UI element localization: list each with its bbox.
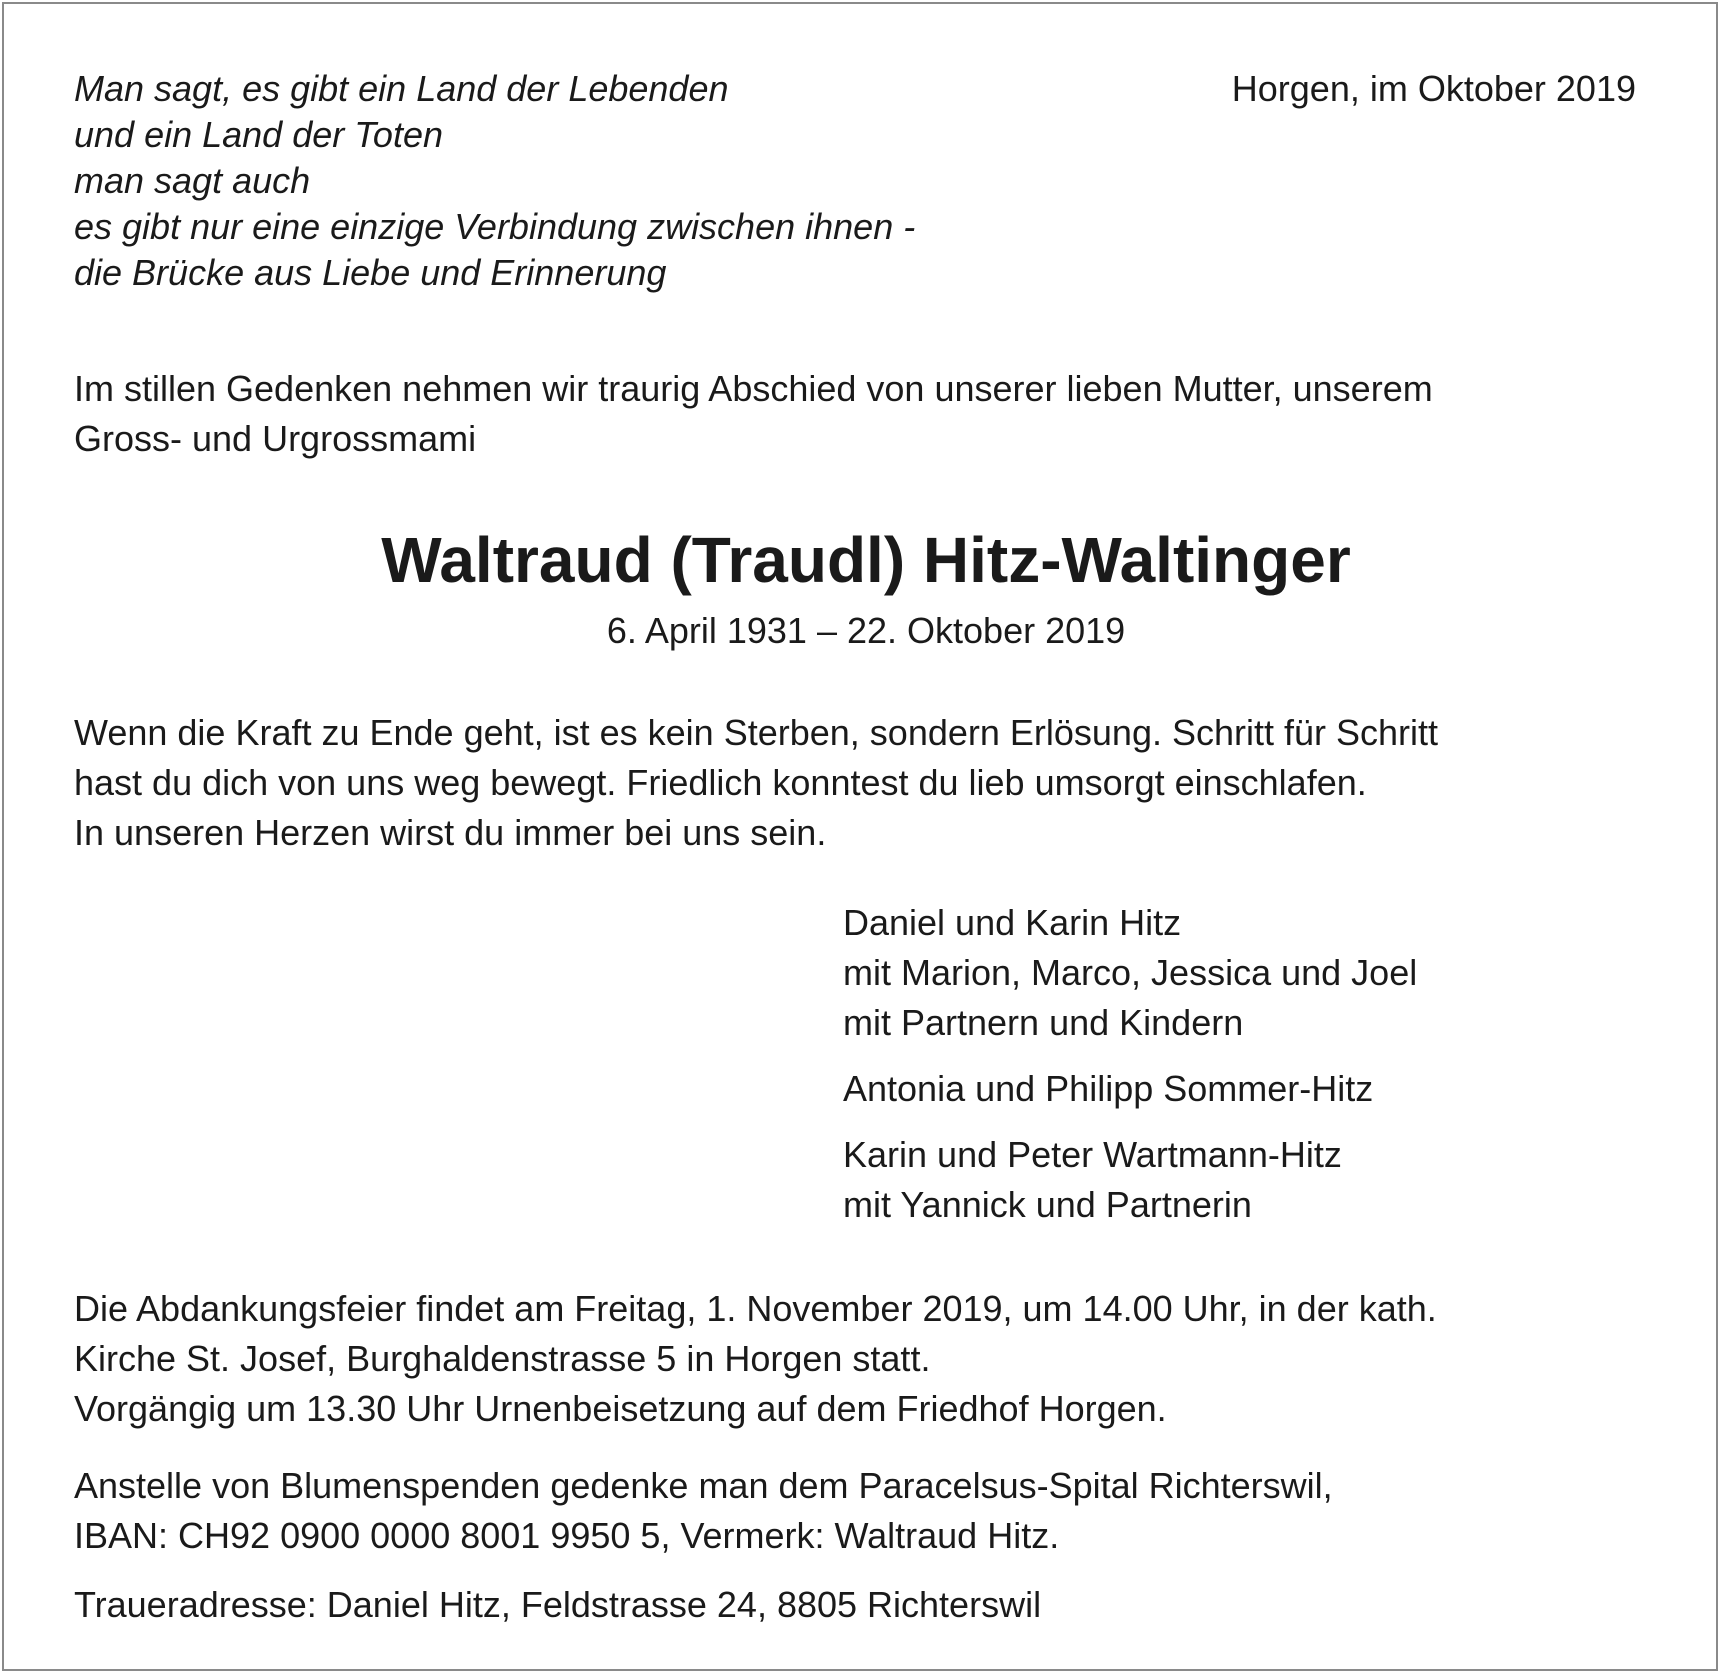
farewell-verse (74, 708, 1438, 858)
donation-line: Anstelle von Blumenspenden gedenke man dem Paracelsus-Spital Richterswil, (74, 1465, 1333, 1506)
ceremony-line: Die Abdankungsfeier findet am Freitag, 1. November 2019, um 14.00 Uhr, in der kath. (74, 1288, 1437, 1329)
donation-line: IBAN: CH92 0900 0000 8001 9950 5, Vermerk: Waltraud Hitz. (74, 1515, 1060, 1556)
poem-line: Man sagt, es gibt ein Land der Lebenden (74, 68, 729, 109)
donation-info (74, 1461, 1333, 1561)
poem-line: es gibt nur eine einzige Verbindung zwischen ihnen - (74, 206, 916, 247)
verse-line: hast du dich von uns weg bewegt. Friedlich konntest du lieb umsorgt einschlafen. (74, 762, 1367, 803)
deceased-name: Waltraud (Traudl) Hitz-Waltinger (381, 524, 1351, 596)
family-group (843, 1130, 1417, 1230)
poem-line: man sagt auch (74, 160, 311, 201)
verse-line: Wenn die Kraft zu Ende geht, ist es kein Sterben, sondern Erlösung. Schritt für Schritt (74, 712, 1439, 753)
family-line: mit Marion, Marco, Jessica und Joel (843, 952, 1418, 993)
family-group (843, 1064, 1417, 1114)
family-group (843, 898, 1417, 1048)
intro-line: Im stillen Gedenken nehmen wir traurig Abschied von unserer lieben Mutter, unserem (74, 368, 1433, 409)
life-dates: 6. April 1931 – 22. Oktober 2019 (606, 610, 1126, 651)
ceremony-line: Vorgängig um 13.30 Uhr Urnenbeisetzung auf dem Friedhof Horgen. (74, 1388, 1167, 1429)
family-line: Antonia und Philipp Sommer-Hitz (843, 1068, 1374, 1109)
intro-line: Gross- und Urgrossmami (74, 418, 477, 459)
family-line: mit Yannick und Partnerin (843, 1184, 1252, 1225)
family-line: Daniel und Karin Hitz (843, 902, 1182, 943)
verse-line: In unseren Herzen wirst du immer bei uns sein. (74, 812, 827, 853)
mourning-address: Traueradresse: Daniel Hitz, Feldstrasse 24, 8805 Richterswil (74, 1584, 1042, 1625)
poem-line: die Brücke aus Liebe und Erinnerung (74, 252, 667, 293)
intro-text (74, 364, 1674, 464)
place-date: Horgen, im Oktober 2019 (1231, 68, 1636, 109)
family-list (843, 898, 1417, 1246)
ceremony-line: Kirche St. Josef, Burghaldenstrasse 5 in Horgen statt. (74, 1338, 931, 1379)
family-line: Karin und Peter Wartmann-Hitz (843, 1134, 1342, 1175)
poem-line: und ein Land der Toten (74, 114, 443, 155)
notice-frame (2, 2, 1718, 1671)
poem (74, 66, 915, 296)
ceremony-info (74, 1284, 1437, 1434)
family-line: mit Partnern und Kindern (843, 1002, 1244, 1043)
